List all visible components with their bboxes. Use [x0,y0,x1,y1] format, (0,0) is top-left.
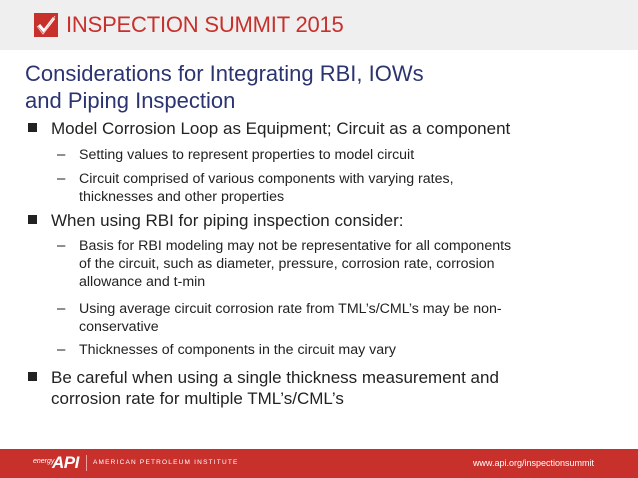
slide-title [25,60,424,114]
sub-bullet-text: Setting values to represent properties to model circuit [79,147,415,163]
api-logo: API [52,453,79,472]
organization-name: AMERICAN PETROLEUM INSTITUTE [93,459,239,466]
slide-title-line-2: and Piping Inspection [25,88,236,113]
slide-title-line-1: Considerations for Integrating RBI, IOWs [25,61,424,86]
bullet-text: When using RBI for piping inspection consider: [51,211,404,230]
square-bullet-icon [28,215,37,224]
sub-bullet-text: Circuit comprised of various components with varying rates, [79,171,454,187]
dash-bullet-icon: – [57,300,66,317]
checkmark-logo-icon [34,13,58,37]
sub-bullet-text: allowance and t-min [79,274,206,290]
sub-bullet-text: thicknesses and other properties [79,189,285,205]
event-title: INSPECTION SUMMIT 2015 [66,12,344,37]
footer-url[interactable]: www.api.org/inspectionsummit [472,458,594,468]
bullet-text: corrosion rate for multiple TML’s/CML’s [51,389,344,408]
dash-bullet-icon: – [57,341,66,358]
sub-bullet-text: Using average circuit corrosion rate from TML’s/CML’s may be non- [79,301,502,317]
square-bullet-icon [28,123,37,132]
sub-bullet-text: of the circuit, such as diameter, pressure, corrosion rate, corrosion [79,256,495,272]
footer-divider [86,455,87,471]
sub-bullet-text: conservative [79,319,159,335]
energy-logo-prefix: energy [33,458,55,465]
square-bullet-icon [28,372,37,381]
dash-bullet-icon: – [57,237,66,254]
slide-footer [0,449,638,478]
sub-bullet-text: Thicknesses of components in the circuit may vary [79,342,396,358]
sub-bullet-text: Basis for RBI modeling may not be representative for all components [79,238,512,254]
dash-bullet-icon: – [57,146,66,163]
bullet-text: Model Corrosion Loop as Equipment; Circuit as a component [51,119,511,138]
dash-bullet-icon: – [57,170,66,187]
slide-header [0,0,638,50]
bullet-text: Be careful when using a single thickness measurement and [51,368,499,387]
